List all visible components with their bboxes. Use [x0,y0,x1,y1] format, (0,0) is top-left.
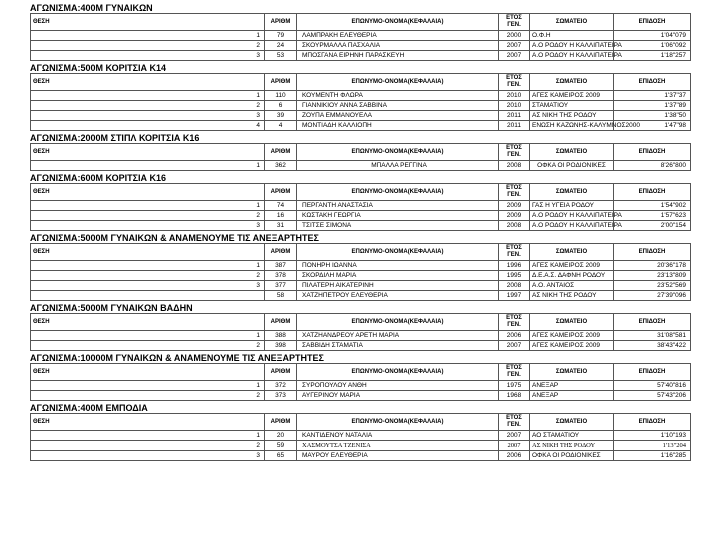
header-year: ΕΤΟΣ ΓΕΝ. [499,74,530,91]
header-pos: ΘΕΣΗ [31,314,265,331]
table-header-row [31,364,691,381]
cell-result: 27'39"096 [614,291,691,301]
table-row [31,31,691,41]
header-name: ΕΠΩΝΥΜΟ-ΟΝΟΜΑ(ΚΕΦΑΛΑΙΑ) [297,364,499,381]
table-header-row [31,184,691,201]
header-result: ΕΠΙΔΟΣΗ [614,14,691,31]
table-row [31,161,691,171]
header-result: ΕΠΙΔΟΣΗ [614,184,691,201]
event-title: ΑΓΩΝΙΣΜΑ:5000Μ ΓΥΝΑΙΚΩΝ & ΑΝΑΜΕΝΟΥΜΕ ΤΙΣ ΑΝΕΞΑΡΤΗΤΕΣ [30,233,319,243]
cell-pos: 1 [31,31,265,41]
table-header-row [31,74,691,91]
cell-pos: 2 [31,211,265,221]
cell-pos: 4 [31,121,265,131]
cell-club: ΑΟ ΣΤΑΜΑΤΙΟΥ [530,431,614,441]
cell-num: 39 [265,111,297,121]
cell-result: 1'38"50 [614,111,691,121]
table-row [31,441,691,451]
header-year: ΕΤΟΣ ΓΕΝ. [499,184,530,201]
cell-name: ΚΟΥΜΕΝΤΗ ΦΛΩΡΑ [297,91,499,101]
event-section [30,403,690,461]
results-table [30,313,691,351]
cell-club: ΑΝΕΞΑΡ [530,381,614,391]
cell-name: ΜΑΥΡΟΥ ΕΛΕΥΘΕΡΙΑ [297,451,499,461]
cell-club: ΑΓΕΣ ΚΑΜΕΙΡΟΣ 2009 [530,331,614,341]
cell-num: 31 [265,221,297,231]
cell-name: ΠΙΛΑΤΕΡΗ ΑΙΚΑΤΕΡΙΝΗ [297,281,499,291]
cell-pos: 3 [31,111,265,121]
cell-result: 23'52"569 [614,281,691,291]
header-num: ΑΡΙΘΜ [265,74,297,91]
header-club: ΣΩΜΑΤΕΙΟ [530,364,614,381]
cell-year: 2007 [499,51,530,61]
cell-result: 38'43"422 [614,341,691,351]
header-result: ΕΠΙΔΟΣΗ [614,364,691,381]
table-row [31,341,691,351]
cell-num: 372 [265,381,297,391]
cell-pos: 2 [31,101,265,111]
cell-club: ΑΣ ΝΙΚΗ ΤΗΣ ΡΟΔΟΥ [530,441,614,451]
cell-result: 23'13"809 [614,271,691,281]
header-result: ΕΠΙΔΟΣΗ [614,414,691,431]
cell-name: ΛΑΜΠΡΑΚΗ ΕΛΕΥΘΕΡΙΑ [297,31,499,41]
cell-year: 2006 [499,451,530,461]
table-row [31,201,691,211]
cell-result: 57'43"206 [614,391,691,401]
cell-pos: 1 [31,161,265,171]
cell-num: 378 [265,271,297,281]
cell-year: 1997 [499,291,530,301]
table-row [31,391,691,401]
cell-pos [31,291,265,301]
cell-year: 2006 [499,331,530,341]
table-row [31,451,691,461]
header-result: ΕΠΙΔΟΣΗ [614,144,691,161]
cell-club: ΣΤΑΜΑΤΙΟΥ [530,101,614,111]
cell-club: ΑΣ ΝΙΚΗ ΤΗΣ ΡΟΔΟΥ [530,111,614,121]
cell-pos: 1 [31,331,265,341]
results-table [30,13,691,61]
cell-name: ΣΚΟΥΡΜΑΛΛΑ ΠΑΣΧΑΛΙΑ [297,41,499,51]
header-year: ΕΤΟΣ ΓΕΝ. [499,414,530,431]
cell-result: 1'13"204 [614,441,691,451]
cell-club: Δ.Ε.Α.Σ. ΔΑΦΝΗ ΡΟΔΟΥ [530,271,614,281]
header-num: ΑΡΙΘΜ [265,314,297,331]
header-result: ΕΠΙΔΟΣΗ [614,244,691,261]
event-section [30,133,690,171]
cell-result: 1'57"623 [614,211,691,221]
cell-club: ΑΓΕΣ ΚΑΜΕΙΡΟΣ 2009 [530,91,614,101]
cell-club: Ο.Φ.Η [530,31,614,41]
cell-result: 8'26"800 [614,161,691,171]
cell-name: ΣΥΡΟΠΟΥΛΟΥ ΑΝΘΗ [297,381,499,391]
cell-name: ΚΩΣΤΑΚΗ ΓΕΩΡΓΙΑ [297,211,499,221]
cell-pos: 3 [31,451,265,461]
results-table [30,183,691,231]
cell-num: 74 [265,201,297,211]
table-row [31,111,691,121]
header-result: ΕΠΙΔΟΣΗ [614,314,691,331]
header-club: ΣΩΜΑΤΕΙΟ [530,184,614,201]
cell-club: ΟΦΚΑ ΟΙ ΡΟΔΙΟΝΙΚΕΣ [530,451,614,461]
cell-pos: 1 [31,91,265,101]
cell-name: ΖΟΥΠΑ ΕΜΜΑΝΟΥΕΛΑ [297,111,499,121]
cell-num: 65 [265,451,297,461]
header-name: ΕΠΩΝΥΜΟ-ΟΝΟΜΑ(ΚΕΦΑΛΑΙΑ) [297,244,499,261]
cell-num: 373 [265,391,297,401]
cell-club: ΑΣ ΝΙΚΗ ΤΗΣ ΡΟΔΟΥ [530,291,614,301]
results-table [30,363,691,401]
cell-year: 1996 [499,261,530,271]
results-table [30,143,691,171]
results-table [30,413,691,461]
table-row [31,101,691,111]
cell-year: 2007 [499,431,530,441]
cell-result: 1'06"092 [614,41,691,51]
table-header-row [31,414,691,431]
header-year: ΕΤΟΣ ΓΕΝ. [499,14,530,31]
cell-pos: 1 [31,261,265,271]
cell-num: 362 [265,161,297,171]
event-title: ΑΓΩΝΙΣΜΑ:10000Μ ΓΥΝΑΙΚΩΝ & ΑΝΑΜΕΝΟΥΜΕ ΤΙΣ ΑΝΕΞΑΡΤΗΤΕΣ [30,353,324,363]
cell-result: 2'00"154 [614,221,691,231]
cell-num: 377 [265,281,297,291]
event-title: ΑΓΩΝΙΣΜΑ:400Μ ΓΥΝΑΙΚΩΝ [30,3,153,13]
table-row [31,221,691,231]
cell-name: ΚΑΝΤΙΔΕΝΟΥ ΝΑΤΑΛΙΑ [297,431,499,441]
event-section [30,233,690,301]
cell-year: 2011 [499,121,530,131]
cell-result: 1'37"89 [614,101,691,111]
header-num: ΑΡΙΘΜ [265,414,297,431]
header-club: ΣΩΜΑΤΕΙΟ [530,74,614,91]
cell-year: 2011 [499,111,530,121]
header-name: ΕΠΩΝΥΜΟ-ΟΝΟΜΑ(ΚΕΦΑΛΑΙΑ) [297,314,499,331]
cell-result: 31'08"581 [614,331,691,341]
cell-name: ΜΟΝΤΙΑΔΗ ΚΑΛΛΙΟΠΗ [297,121,499,131]
header-year: ΕΤΟΣ ΓΕΝ. [499,144,530,161]
table-row [31,51,691,61]
cell-name: ΓΙΑΝΝΙΚΙΟΥ ΑΝΝΑ ΣΑΒΒΙΝΑ [297,101,499,111]
header-pos: ΘΕΣΗ [31,184,265,201]
header-name: ΕΠΩΝΥΜΟ-ΟΝΟΜΑ(ΚΕΦΑΛΑΙΑ) [297,14,499,31]
cell-name: ΠΕΡΓΑΝΤΗ ΑΝΑΣΤΑΣΙΑ [297,201,499,211]
cell-pos: 2 [31,271,265,281]
header-name: ΕΠΩΝΥΜΟ-ΟΝΟΜΑ(ΚΕΦΑΛΑΙΑ) [297,74,499,91]
header-pos: ΘΕΣΗ [31,244,265,261]
cell-result: 1'10"193 [614,431,691,441]
cell-num: 58 [265,291,297,301]
cell-pos: 2 [31,441,265,451]
cell-result: 20'36"178 [614,261,691,271]
header-num: ΑΡΙΘΜ [265,244,297,261]
cell-pos: 3 [31,221,265,231]
header-num: ΑΡΙΘΜ [265,364,297,381]
event-title: ΑΓΩΝΙΣΜΑ:2000Μ ΣΤΙΠΛ ΚΟΡΙΤΣΙΑ Κ16 [30,133,200,143]
cell-club: Α.Ο ΡΟΔΟΥ Η ΚΑΛΛΙΠΑΤΕΙΡΑ [530,41,614,51]
cell-year: 2010 [499,91,530,101]
cell-year: 2007 [499,341,530,351]
cell-result: 1'18"257 [614,51,691,61]
table-header-row [31,314,691,331]
cell-result: 1'37"37 [614,91,691,101]
cell-year: 2007 [499,441,530,451]
event-section [30,303,690,351]
cell-club: ΓΑΣ Η ΥΓΕΙΑ ΡΟΔΟΥ [530,201,614,211]
header-club: ΣΩΜΑΤΕΙΟ [530,314,614,331]
header-pos: ΘΕΣΗ [31,144,265,161]
table-header-row [31,244,691,261]
cell-pos: 1 [31,201,265,211]
header-name: ΕΠΩΝΥΜΟ-ΟΝΟΜΑ(ΚΕΦΑΛΑΙΑ) [297,184,499,201]
header-name: ΕΠΩΝΥΜΟ-ΟΝΟΜΑ(ΚΕΦΑΛΑΙΑ) [297,144,499,161]
cell-name: ΣΚΟΡΔΙΛΗ ΜΑΡΙΑ [297,271,499,281]
cell-result: 57'40"816 [614,381,691,391]
cell-num: 6 [265,101,297,111]
cell-result: 1'47"98 [614,121,691,131]
cell-club: Α.Ο. ΑΝΤΑΙΟΣ [530,281,614,291]
cell-name: ΣΑΒΒΙΔΗ ΣΤΑΜΑΤΙΑ [297,341,499,351]
cell-club: Α.Ο ΡΟΔΟΥ Η ΚΑΛΛΙΠΑΤΕΙΡΑ [530,51,614,61]
table-row [31,211,691,221]
results-table [30,73,691,131]
header-pos: ΘΕΣΗ [31,74,265,91]
table-row [31,331,691,341]
cell-year: 2000 [499,31,530,41]
cell-year: 2008 [499,281,530,291]
cell-name: ΧΑΤΖΗΑΝΔΡΕΟΥ ΑΡΕΤΗ ΜΑΡΙΑ [297,331,499,341]
cell-year: 2008 [499,161,530,171]
cell-num: 79 [265,31,297,41]
cell-pos: 2 [31,391,265,401]
cell-year: 2007 [499,41,530,51]
header-result: ΕΠΙΔΟΣΗ [614,74,691,91]
cell-name: ΑΥΓΕΡΙΝΟΥ ΜΑΡΙΑ [297,391,499,401]
table-row [31,291,691,301]
cell-num: 24 [265,41,297,51]
header-num: ΑΡΙΘΜ [265,184,297,201]
table-row [31,431,691,441]
header-year: ΕΤΟΣ ΓΕΝ. [499,244,530,261]
cell-club: ΑΝΕΞΑΡ [530,391,614,401]
cell-year: 1968 [499,391,530,401]
table-row [31,91,691,101]
cell-result: 1'16"285 [614,451,691,461]
header-club: ΣΩΜΑΤΕΙΟ [530,144,614,161]
cell-club: ΟΦΚΑ ΟΙ ΡΟΔΙΟΝΙΚΕΣ [530,161,614,171]
cell-name: ΠΟΝΗΡΗ ΙΩΑΝΝΑ [297,261,499,271]
cell-year: 2008 [499,221,530,231]
header-year: ΕΤΟΣ ΓΕΝ. [499,314,530,331]
cell-name: ΜΠΟΣΓΑΝΑ ΕΙΡΗΝΗ ΠΑΡΑΣΚΕΥΗ [297,51,499,61]
cell-num: 388 [265,331,297,341]
event-section [30,173,690,231]
table-header-row [31,144,691,161]
table-header-row [31,14,691,31]
header-pos: ΘΕΣΗ [31,364,265,381]
cell-result: 1'04"079 [614,31,691,41]
cell-club: Α.Ο ΡΟΔΟΥ Η ΚΑΛΛΙΠΑΤΕΙΡΑ [530,221,614,231]
cell-num: 53 [265,51,297,61]
cell-pos: 2 [31,41,265,51]
cell-num: 387 [265,261,297,271]
cell-year: 2009 [499,211,530,221]
table-row [31,381,691,391]
event-title: ΑΓΩΝΙΣΜΑ:600Μ ΚΟΡΙΤΣΙΑ Κ16 [30,173,167,183]
cell-name: ΜΠΑΛΛΑ ΡΕΓΓΙΝΑ [297,161,499,171]
header-pos: ΘΕΣΗ [31,414,265,431]
cell-name: ΤΣΙΤΣΕ ΣΙΜΟΝΑ [297,221,499,231]
header-num: ΑΡΙΘΜ [265,14,297,31]
header-club: ΣΩΜΑΤΕΙΟ [530,14,614,31]
event-section [30,63,690,131]
cell-year: 1995 [499,271,530,281]
cell-num: 398 [265,341,297,351]
cell-pos: 1 [31,431,265,441]
cell-num: 59 [265,441,297,451]
cell-pos: 3 [31,281,265,291]
table-row [31,271,691,281]
header-name: ΕΠΩΝΥΜΟ-ΟΝΟΜΑ(ΚΕΦΑΛΑΙΑ) [297,414,499,431]
cell-pos: 3 [31,51,265,61]
cell-club: ΑΓΕΣ ΚΑΜΕΙΡΟΣ 2009 [530,261,614,271]
cell-year: 2009 [499,201,530,211]
cell-pos: 1 [31,381,265,391]
cell-club: ΑΓΕΣ ΚΑΜΕΙΡΟΣ 2009 [530,341,614,351]
header-club: ΣΩΜΑΤΕΙΟ [530,244,614,261]
table-row [31,281,691,291]
cell-result: 1'54"902 [614,201,691,211]
header-year: ΕΤΟΣ ΓΕΝ. [499,364,530,381]
event-section [30,3,690,61]
table-row [31,41,691,51]
header-num: ΑΡΙΘΜ [265,144,297,161]
cell-num: 4 [265,121,297,131]
cell-num: 110 [265,91,297,101]
cell-year: 2010 [499,101,530,111]
cell-name: ΧΑΣΜΟΥΤΣΑ ΤΖΕΝΙΣΑ [297,441,499,451]
cell-year: 1975 [499,381,530,391]
cell-club: ΕΝΩΣΗ ΚΑΖΩΝΗΣ-ΚΑΛΥΜΝΟΣ2000 [530,121,614,131]
cell-pos: 2 [31,341,265,351]
cell-num: 16 [265,211,297,221]
results-table [30,243,691,301]
table-row [31,261,691,271]
header-club: ΣΩΜΑΤΕΙΟ [530,414,614,431]
cell-club: Α.Ο ΡΟΔΟΥ Η ΚΑΛΛΙΠΑΤΕΙΡΑ [530,211,614,221]
table-row [31,121,691,131]
event-title: ΑΓΩΝΙΣΜΑ:5000Μ ΓΥΝΑΙΚΩΝ ΒΑΔΗΝ [30,303,193,313]
event-section [30,353,690,401]
cell-num: 20 [265,431,297,441]
event-title: ΑΓΩΝΙΣΜΑ:400Μ ΕΜΠΟΔΙΑ [30,403,148,413]
header-pos: ΘΕΣΗ [31,14,265,31]
cell-name: ΧΑΤΖΗΠΕΤΡΟΥ ΕΛΕΥΘΕΡΙΑ [297,291,499,301]
event-title: ΑΓΩΝΙΣΜΑ:500Μ ΚΟΡΙΤΣΙΑ Κ14 [30,63,167,73]
